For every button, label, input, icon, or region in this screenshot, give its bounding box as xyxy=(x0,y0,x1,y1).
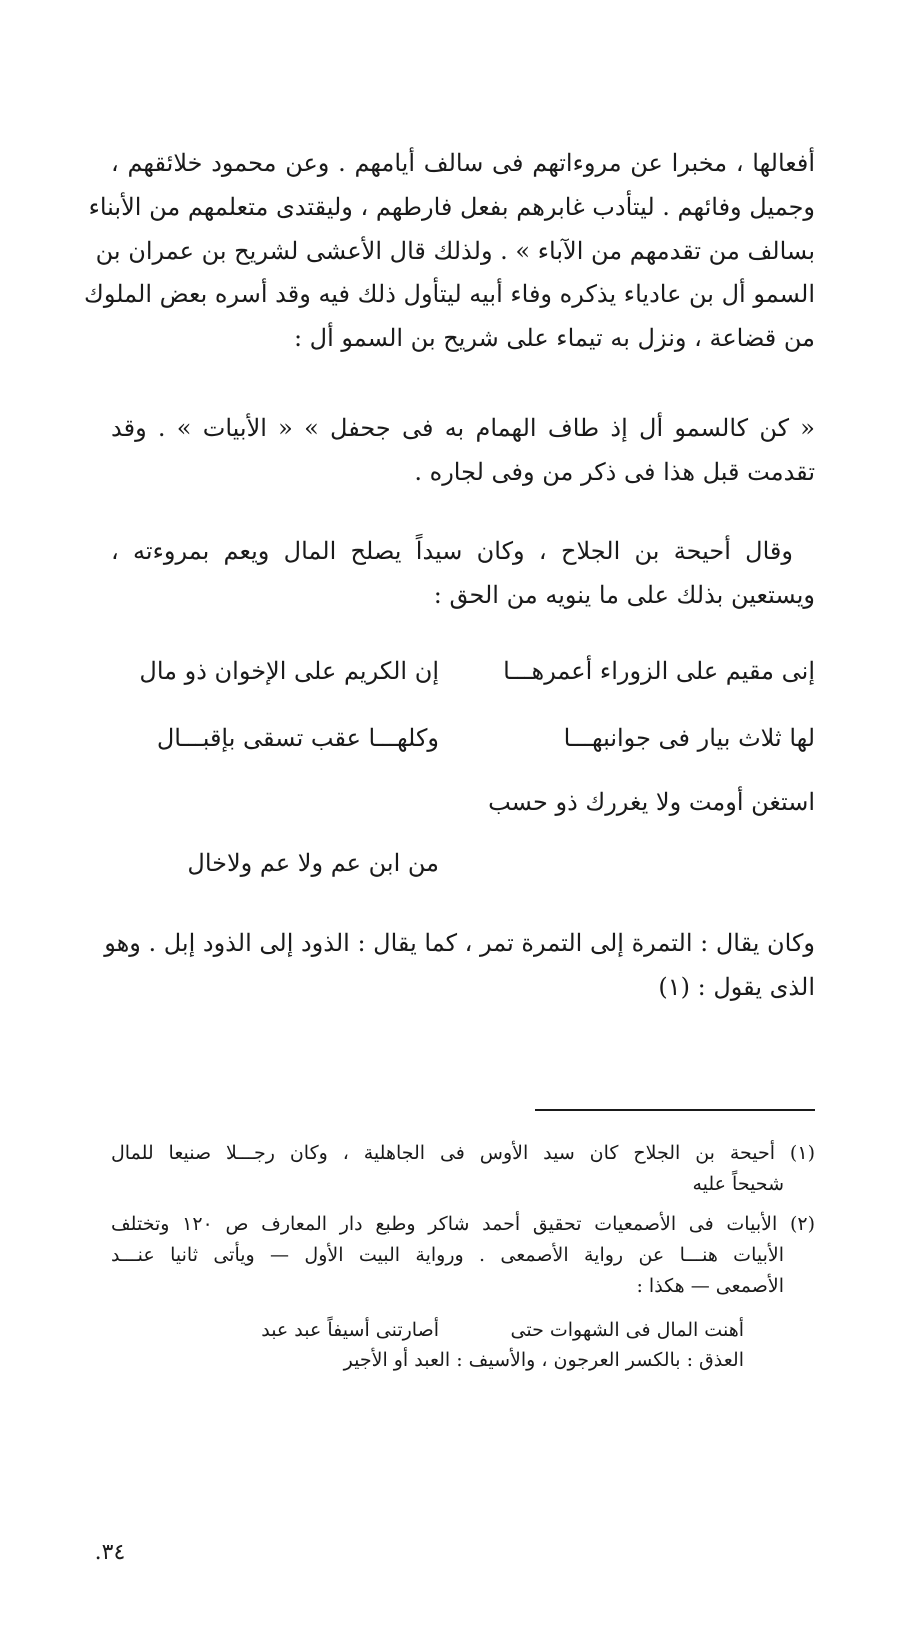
paragraph1-line-1: أفعالها ، مخبرا عن مروءاتهم فى سالف أيامهم . وعن محمود خلائقهم ، xyxy=(111,149,815,177)
verse-2-first-hemistich: لها ثلاث بيار فى جوانبهـــا xyxy=(563,724,815,752)
footnote-1-line-2: شحيحاً عليه xyxy=(692,1173,784,1195)
paragraph1-line-2: وجميل وفائهم . ليتأدب غابرهم بفعل فارطهم ، وليقتدى متعلمهم من الأبناء xyxy=(88,193,815,221)
verse-2-second-hemistich: وكلهـــا عقب تسقى بإقبـــال xyxy=(156,724,439,752)
verse-3-second-hemistich: من ابن عم ولا عم ولاخال xyxy=(187,849,439,877)
footnote-1-line-1: (١) أحيحة بن الجلاح كان سيد الأوس فى الجاهلية ، وكان رجـــلا صنيعا للمال xyxy=(111,1142,815,1164)
paragraph3-line-1: وقال أحيحة بن الجلاح ، وكان سيداً يصلح المال ويعم بمروءته ، xyxy=(111,537,793,565)
verse-3-first-hemistich: استغن أومت ولا يغررك ذو حسب xyxy=(488,788,815,816)
verse-1-second-hemistich: إن الكريم على الإخوان ذو مال xyxy=(139,657,439,685)
footnote-separator xyxy=(535,1109,815,1111)
footnote-2-verse-first: أهنت المال فى الشهوات حتى xyxy=(510,1319,744,1341)
paragraph3-line-2: ويستعين بذلك على ما ينويه من الحق : xyxy=(433,581,815,609)
paragraph4-line-1: وكان يقال : التمرة إلى التمرة تمر ، كما يقال : الذود إلى الذود إبل . وهو xyxy=(104,929,815,957)
paragraph2-line-1: « كن كالسمو أل إذ طاف الهمام به فى جحفل » « الأبيات » . وقد xyxy=(111,414,815,442)
paragraph4-line-2: الذى يقول : (١) xyxy=(658,973,815,1001)
footnote-2-line-2: الأبيات هنـــا عن رواية الأصمعى . ورواية البيت الأول — ويأتى ثانيا عنـــد xyxy=(111,1244,784,1266)
paragraph1-line-3: بسالف من تقدمهم من الآباء » . ولذلك قال الأعشى لشريح بن عمران بن xyxy=(95,237,815,265)
footnote-2-line-3: الأصمعى — هكذا : xyxy=(636,1275,784,1297)
paragraph2-line-2: تقدمت قبل هذا فى ذكر من وفى لجاره . xyxy=(414,458,815,486)
verse-1-first-hemistich: إنى مقيم على الزوراء أعمرهـــا xyxy=(503,657,815,685)
footnote-2-gloss: العذق : بالكسر العرجون ، والأسيف : العبد أو الأجير xyxy=(343,1349,744,1371)
footnote-2-verse-second: أصارتنى أسيفاً عبد عبد xyxy=(261,1319,439,1341)
paragraph1-line-5: من قضاعة ، ونزل به تيماء على شريح بن السمو أل : xyxy=(293,324,815,352)
paragraph1-line-4: السمو أل بن عادياء يذكره وفاء أبيه ليتأول ذلك فيه وقد أسره بعض الملوك xyxy=(84,280,815,308)
footnote-2-line-1: (٢) الأبيات فى الأصمعيات تحقيق أحمد شاكر وطبع دار المعارف ص ١٢٠ وتختلف xyxy=(111,1213,815,1235)
page-number: ٣٤. xyxy=(94,1540,126,1565)
